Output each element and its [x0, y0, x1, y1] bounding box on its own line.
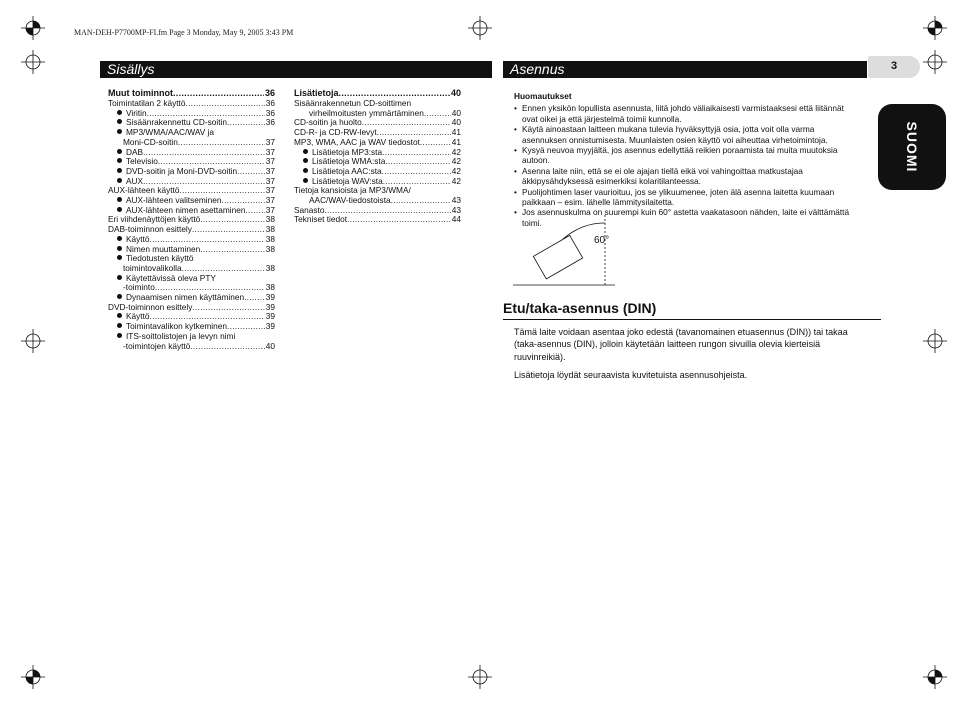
toc-column-1: [108, 88, 275, 351]
toc-entry-label: AUX: [126, 176, 144, 186]
toc-entry: [294, 109, 461, 119]
toc-leader-dots: [424, 109, 451, 119]
toc-leader-dots: [385, 157, 450, 167]
toc-entry-text: [117, 293, 244, 303]
toc-leader-dots: [237, 167, 265, 177]
toc-page-number: 36: [265, 118, 275, 128]
bullet-icon: [117, 323, 122, 328]
toc-entry: [294, 128, 461, 138]
toc-entry-text: [117, 118, 227, 128]
toc-leader-dots: [182, 264, 265, 274]
toc-entry-label: Toimintatilan 2 käyttö: [108, 99, 186, 108]
toc-page-number: 40: [265, 341, 275, 351]
toc-page-number: 42: [451, 166, 461, 176]
toc-leader-dots: [200, 245, 265, 255]
bullet-icon: [117, 255, 122, 260]
installation-title: Asennus: [510, 61, 565, 77]
toc-page-number: 37: [265, 186, 275, 196]
bullet-icon: [303, 178, 308, 183]
toc-entry-label: -toimintojen käyttö: [123, 341, 191, 351]
toc-entry-text: [117, 245, 200, 255]
toc-page-number: 37: [265, 196, 275, 206]
language-tab: [878, 104, 946, 190]
toc-entry-label: Käyttö: [126, 312, 150, 322]
toc-entry: [294, 157, 461, 167]
bullet-icon: [117, 149, 122, 154]
note-item: • Puolijohtimen laser vaurioituu, jos se ylikuumenee, joten älä asenna laitetta kuumaan paikkaan – esim. lähelle lämmitysilaitetta.: [514, 187, 854, 208]
toc-entry-label: Tekniset tiedot: [294, 215, 348, 225]
toc-leader-dots: [245, 206, 264, 216]
toc-entry-text: [117, 196, 221, 206]
toc-entry-text: [108, 215, 200, 225]
toc-entry-text: [294, 118, 362, 128]
toc-entry: [108, 342, 275, 352]
toc-page-number: 37: [265, 147, 275, 157]
toc-entry: [108, 138, 275, 148]
toc-page-number: 37: [265, 157, 275, 167]
toc-entry-label: DVD-soitin ja Moni-DVD-soitin: [126, 166, 238, 176]
toc-entry-text: [294, 128, 377, 138]
toc-entry-text: [303, 177, 383, 187]
toc-page-number: 41: [451, 137, 461, 147]
toc-entry-text: [108, 186, 179, 196]
toc-entry-label: CD-R- ja CD-RW-levyt: [294, 128, 377, 138]
toc-entry-label: Lisätietoja AAC:sta: [312, 166, 382, 176]
toc-leader-dots: [324, 206, 450, 216]
bullet-icon: [303, 149, 308, 154]
toc-page-number: 38: [265, 283, 275, 293]
toc-column-2: [294, 88, 461, 225]
toc-entry-text: [108, 88, 173, 99]
toc-page-number: 38: [265, 234, 275, 244]
toc-page-number: 41: [451, 128, 461, 138]
toc-entry-label: Televisio: [126, 157, 158, 167]
section-title: Etu/taka-asennus (DIN): [503, 300, 657, 316]
bullet-icon: [117, 207, 122, 212]
note-item: • Asenna laite niin, että se ei ole ajajan tiellä eikä voi vahingoittaa matkustajaa äkkipysähdyksessä esimerkiksi kolaritilanteessa.: [514, 166, 854, 187]
body-text: [514, 326, 866, 388]
toc-entry-label: Sanasto: [294, 205, 325, 215]
toc-entry-text: [117, 109, 147, 119]
toc-entry: [108, 303, 275, 313]
toc-leader-dots: [391, 196, 451, 206]
toc-entry: [108, 274, 275, 284]
toc-entry-text: [309, 196, 391, 206]
toc-entry: [108, 177, 275, 187]
toc-entry-label: virheilmoitusten ymmärtäminen: [309, 108, 424, 118]
note-item: • Ennen yksikön lopullista asennusta, liitä johdo väliaikaisesti varmistaaksesi että liitännät ovat oikei ja että järjestelmä toimii kunnolla.: [514, 103, 854, 124]
toc-entry-text: [303, 157, 385, 167]
toc-entry-label: Toimintavalikon kytkeminen: [126, 322, 227, 332]
toc-leader-dots: [362, 118, 451, 128]
toc-leader-dots: [179, 186, 264, 196]
toc-leader-dots: [382, 167, 451, 177]
toc-entry-text: [123, 264, 182, 274]
toc-entry-text: [117, 206, 245, 216]
toc-entry-label: Lisätietoja WMA:sta: [312, 157, 386, 167]
toc-entry-text: [294, 138, 420, 148]
toc-page-number: 37: [265, 205, 275, 215]
toc-page-number: 40: [450, 88, 461, 98]
toc-entry: [294, 167, 461, 177]
toc-entry: [294, 138, 461, 148]
toc-entry-label: Muut toiminnot: [108, 88, 173, 98]
toc-entry: [108, 206, 275, 216]
toc-page-number: 36: [264, 88, 275, 98]
toc-entry-label: Käytettävissä oleva PTY: [126, 273, 216, 283]
language-label: SUOMI: [904, 121, 920, 173]
toc-entry: [108, 293, 275, 303]
toc-entry-text: [303, 167, 382, 177]
toc-entry-text: [309, 109, 424, 119]
toc-entry-text: [117, 167, 237, 177]
toc-entry: [108, 225, 275, 235]
toc-entry-text: [294, 99, 411, 109]
toc-page-number: 39: [265, 322, 275, 332]
toc-entry: [108, 157, 275, 167]
toc-entry: [108, 148, 275, 158]
toc-page-number: 38: [265, 215, 275, 225]
toc-entry: [108, 128, 275, 138]
toc-entry: [108, 235, 275, 245]
toc-entry-label: toimintovalikolla: [123, 263, 182, 273]
toc-entry: [108, 186, 275, 196]
toc-entry: [108, 167, 275, 177]
toc-page-number: 38: [265, 263, 275, 273]
toc-entry-label: Tietoja kansioista ja MP3/WMA/: [294, 186, 411, 196]
toc-page-number: 43: [451, 205, 461, 215]
toc-leader-dots: [192, 303, 264, 313]
toc-leader-dots: [200, 215, 265, 225]
page-number: 3: [890, 60, 898, 72]
toc-leader-dots: [143, 148, 265, 158]
toc-leader-dots: [150, 235, 265, 245]
toc-entry: [108, 254, 275, 264]
toc-leader-dots: [192, 225, 265, 235]
bullet-icon: [117, 333, 122, 338]
toc-leader-dots: [382, 148, 451, 158]
toc-entry-text: [117, 128, 214, 138]
toc-entry: [294, 99, 461, 109]
toc-entry-label: Eri viihdenäyttöjen käyttö: [108, 215, 201, 225]
bullet-icon: [117, 294, 122, 299]
toc-entry-label: DVD-toiminnon esittely: [108, 302, 193, 312]
toc-entry-label: CD-soitin ja huolto: [294, 118, 362, 128]
toc-entry: [108, 322, 275, 332]
toc-entry: [108, 245, 275, 255]
toc-entry-text: [303, 148, 382, 158]
toc-entry-label: AAC/WAV-tiedostoista: [309, 196, 391, 206]
toc-page-number: 43: [451, 196, 461, 206]
toc-entry-text: [294, 88, 339, 99]
toc-entry: [294, 148, 461, 158]
toc-leader-dots: [420, 138, 451, 148]
toc-entry-text: [123, 342, 190, 352]
angle-diagram: [505, 205, 625, 290]
notes-title: Huomautukset: [514, 91, 572, 101]
toc-leader-dots: [158, 157, 265, 167]
toc-entry-label: Käyttö: [126, 234, 150, 244]
toc-entry-text: [117, 274, 216, 284]
contents-title-bar: [100, 61, 492, 78]
toc-entry: [294, 196, 461, 206]
toc-leader-dots: [185, 99, 264, 109]
toc-entry: [108, 264, 275, 274]
toc-page-number: 36: [265, 108, 275, 118]
bullet-icon: [303, 168, 308, 173]
toc-entry: [294, 215, 461, 225]
toc-page-number: 42: [451, 147, 461, 157]
toc-entry-text: [117, 332, 235, 342]
bullet-icon: [117, 197, 122, 202]
toc-entry-label: AUX-lähteen käyttö: [108, 186, 180, 196]
toc-entry-text: [294, 186, 411, 196]
toc-page-number: 39: [265, 293, 275, 303]
toc-page-number: 37: [265, 166, 275, 176]
toc-page-number: 44: [451, 215, 461, 225]
toc-page-number: 40: [451, 118, 461, 128]
angle-label: 60°: [594, 235, 610, 246]
bullet-icon: [117, 236, 122, 241]
toc-leader-dots: [147, 109, 265, 119]
toc-leader-dots: [339, 88, 450, 99]
toc-entry-label: Dynaamisen nimen käyttäminen: [126, 293, 245, 303]
installation-title-bar: [503, 61, 867, 78]
toc-entry-text: [117, 235, 150, 245]
toc-entry: [108, 196, 275, 206]
contents-title: Sisällys: [107, 61, 155, 77]
toc-page-number: 37: [265, 176, 275, 186]
toc-entry: [108, 109, 275, 119]
toc-leader-dots: [150, 312, 265, 322]
toc-entry-text: [117, 254, 194, 264]
toc-entry: [108, 118, 275, 128]
toc-page-number: 39: [265, 312, 275, 322]
toc-leader-dots: [143, 177, 265, 187]
toc-entry: [294, 88, 461, 99]
toc-leader-dots: [227, 118, 265, 128]
unit-outline: [533, 235, 582, 279]
toc-entry-text: [117, 148, 143, 158]
toc-leader-dots: [377, 128, 451, 138]
bullet-icon: [117, 246, 122, 251]
toc-entry-text: [117, 312, 150, 322]
note-item: • Jos asennuskulma on suurempi kuin 60° astetta vaakatasoon nähden, laite ei välttämättä toimi.: [514, 207, 854, 228]
toc-entry: [294, 118, 461, 128]
toc-entry-text: [123, 138, 178, 148]
toc-entry-label: Tiedotusten käyttö: [126, 254, 194, 264]
bullet-icon: [117, 313, 122, 318]
toc-entry-label: AUX-lähteen nimen asettaminen: [126, 205, 246, 215]
note-item: • Kysyä neuvoa myyjältä, jos asennus edellyttää reikien poraamista tai muita muutoksia autoon.: [514, 145, 854, 166]
toc-entry-text: [123, 283, 155, 293]
toc-entry: [294, 206, 461, 216]
bullet-icon: [117, 168, 122, 173]
bullet-icon: [117, 158, 122, 163]
bullet-icon: [117, 275, 122, 280]
toc-leader-dots: [155, 283, 265, 293]
toc-entry-label: Sisäänrakennettu CD-soitin: [126, 118, 227, 128]
toc-entry: [108, 283, 275, 293]
toc-page-number: 37: [265, 137, 275, 147]
toc-entry-text: [117, 157, 158, 167]
bullet-icon: [117, 110, 122, 115]
toc-leader-dots: [244, 293, 265, 303]
toc-entry: [108, 215, 275, 225]
toc-entry: [108, 332, 275, 342]
note-item: • Käytä ainoastaan laitteen mukana tulevia hyväksyttyjä osia, jotta voit olla varma asennuksen onnistumisesta. Muunlaisten osien käyttö voi aiheuttaa virhetoimintoja.: [514, 124, 854, 145]
toc-page-number: 36: [265, 99, 275, 108]
toc-leader-dots: [383, 177, 451, 187]
bullet-icon: [303, 158, 308, 163]
toc-leader-dots: [221, 196, 264, 206]
toc-leader-dots: [227, 322, 265, 332]
toc-entry: [108, 99, 275, 109]
toc-entry-label: Lisätietoja MP3:sta: [312, 147, 383, 157]
toc-entry-label: DAB-toiminnon esittely: [108, 225, 192, 235]
toc-entry-label: Lisätietoja WAV:sta: [312, 176, 383, 186]
toc-entry-label: ITS-soittolistojen ja levyn nimi: [126, 331, 236, 341]
toc-entry-label: MP3, WMA, AAC ja WAV tiedostot: [294, 137, 420, 147]
toc-entry-label: Sisäänrakennetun CD-soittimen: [294, 99, 412, 108]
toc-entry-label: Viritin: [126, 108, 147, 118]
toc-leader-dots: [190, 342, 264, 352]
toc-entry-text: [108, 303, 192, 313]
section-divider: [503, 319, 881, 320]
toc-entry-label: Nimen muuttaminen: [126, 244, 201, 254]
body-paragraph: Lisätietoja löydät seuraavista kuvitetuista asennusohjeista.: [514, 370, 748, 381]
toc-page-number: 40: [451, 108, 461, 118]
toc-page-number: 39: [265, 302, 275, 312]
toc-entry: [108, 312, 275, 322]
toc-entry-text: [117, 177, 143, 187]
toc-page-number: 38: [265, 244, 275, 254]
toc-entry: [294, 177, 461, 187]
toc-page-number: 38: [265, 225, 275, 235]
toc-entry-label: -toiminto: [123, 283, 155, 293]
toc-entry-text: [117, 322, 227, 332]
toc-entry-text: [108, 225, 192, 235]
file-meta-header: MAN-DEH-P7700MP-FI.fm Page 3 Monday, May 9, 2005 3:43 PM: [74, 28, 294, 37]
toc-entry: [294, 186, 461, 196]
toc-entry-label: Moni-CD-soitin: [123, 137, 178, 147]
toc-entry-text: [294, 215, 347, 225]
bullet-icon: [117, 129, 122, 134]
toc-leader-dots: [173, 88, 264, 99]
toc-entry-label: MP3/WMA/AAC/WAV ja: [126, 128, 215, 138]
toc-entry-label: DAB: [126, 147, 144, 157]
toc-leader-dots: [347, 215, 451, 225]
toc-entry-label: Lisätietoja: [294, 88, 339, 98]
toc-entry: [108, 88, 275, 99]
toc-entry-text: [294, 206, 324, 216]
body-paragraph: Tämä laite voidaan asentaa joko edestä (tavanomainen etuasennus (DIN)) tai takaa (taka-asennus (DIN), jolloin käytetään laitteen rungon sivuilla olevia kierteisiä ruuvinreikiä).: [514, 327, 848, 362]
bullet-icon: [117, 178, 122, 183]
toc-page-number: 42: [451, 157, 461, 167]
bullet-icon: [117, 119, 122, 124]
toc-page-number: 42: [451, 176, 461, 186]
toc-leader-dots: [178, 138, 265, 148]
toc-entry-text: [108, 99, 185, 109]
toc-entry-label: AUX-lähteen valitseminen: [126, 196, 222, 206]
